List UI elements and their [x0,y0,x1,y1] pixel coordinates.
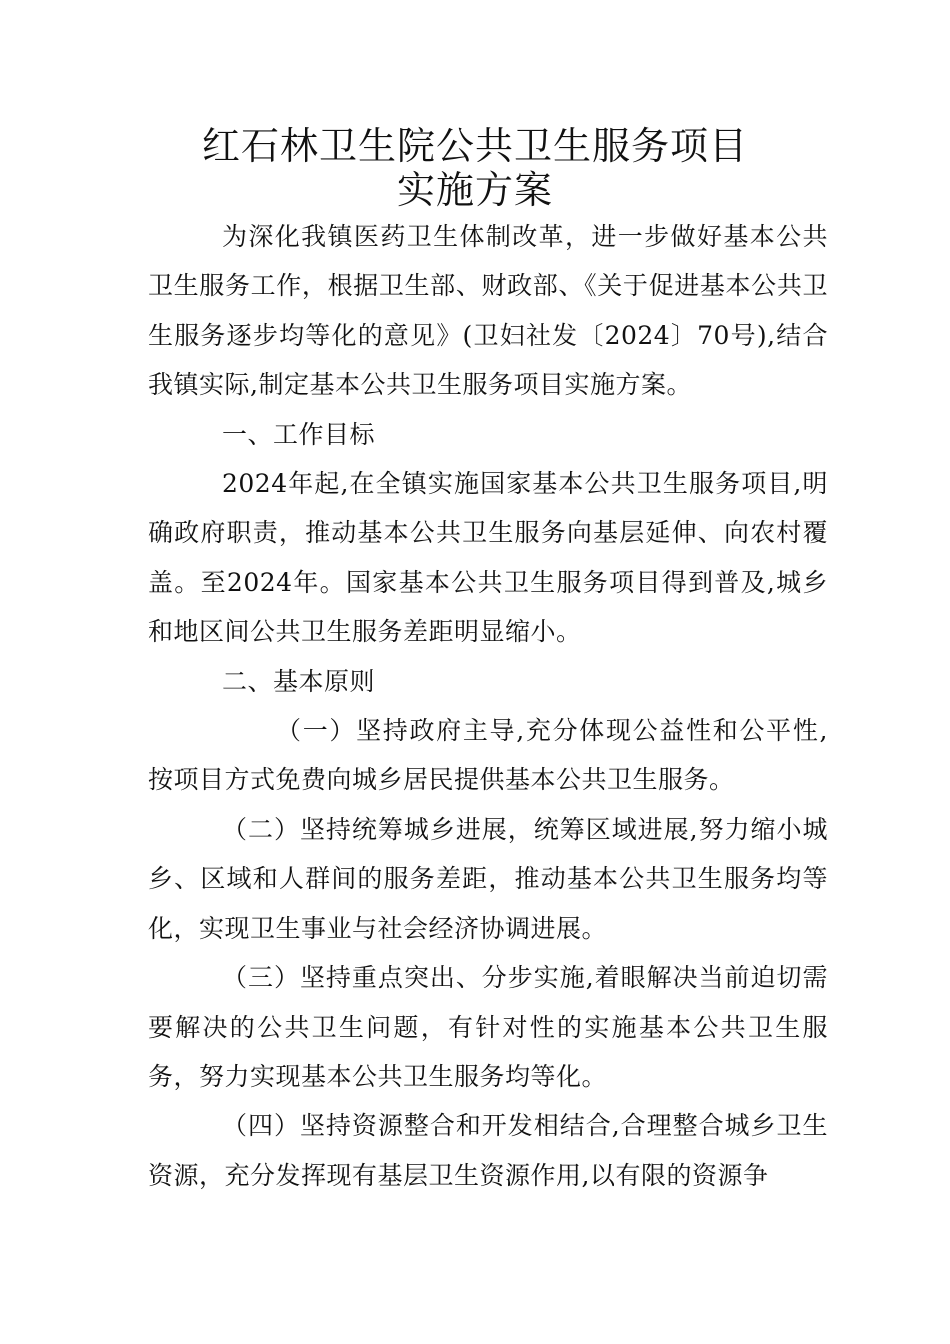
goals-paragraph: 2024年起,在全镇实施国家基本公共卫生服务项目,明确政府职责，推动基本公共卫生服务向基层延伸、向农村覆盖。至2024年。国家基本公共卫生服务项目得到普及,城乡和地区间公共卫生服务差距明显缩小。 [148,469,828,647]
principle-paragraph-1: （一）坚持政府主导,充分体现公益性和公平性,按项目方式免费向城乡居民提供基本公共卫生服务。 [148,716,828,795]
document-title-line2: 实施方案 [396,168,553,212]
principle-paragraph-3: （三）坚持重点突出、分步实施,着眼解决当前迫切需要解决的公共卫生问题，有针对性的实施基本公共卫生服务，努力实现基本公共卫生服务均等化。 [148,963,828,1091]
principle-paragraph-2: （二）坚持统筹城乡进展，统筹区域进展,努力缩小城乡、区域和人群间的服务差距，推动基本公共卫生服务均等化，实现卫生事业与社会经济协调进展。 [148,814,828,943]
section-heading-goals: 一、工作目标 [222,419,376,449]
principle-paragraph-4: （四）坚持资源整合和开发相结合,合理整合城乡卫生资源，充分发挥现有基层卫生资源作用,以有限的资源争 [148,1111,828,1190]
document-title-line1: 红石林卫生院公共卫生服务项目 [201,124,748,168]
section-heading-principles: 二、基本原则 [222,666,376,696]
document-body [148,212,828,1200]
intro-paragraph: 为深化我镇医药卫生体制改革，进一步做好基本公共卫生服务工作，根据卫生部、财政部、《关于促进基本公共卫生服务逐步均等化的意见》(卫妇社发〔2024〕70号),结合我镇实际,制定基本公共卫生服务项目实施方案。 [148,222,828,400]
